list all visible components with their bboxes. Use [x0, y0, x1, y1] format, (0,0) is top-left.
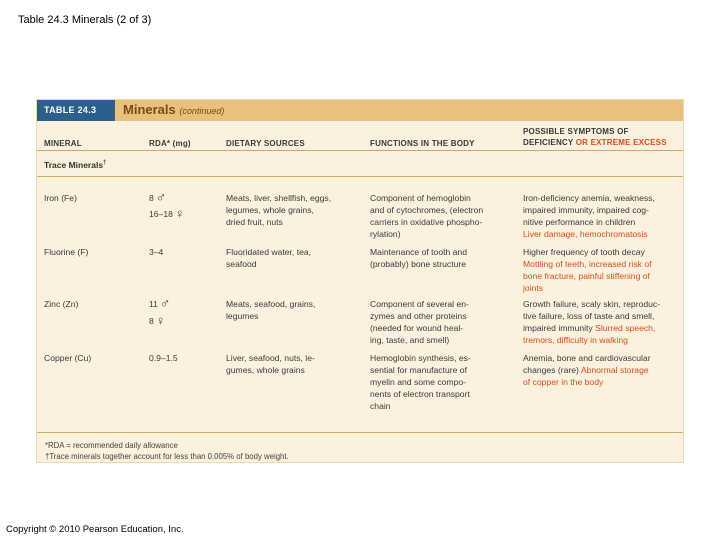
row-iron-mineral: Iron (Fe): [44, 193, 77, 203]
table-tag: TABLE 24.3: [37, 100, 115, 121]
row-zinc-excess-inline: Slurred speech,: [595, 323, 656, 333]
col-head-symptoms: [523, 126, 667, 148]
table-name: [123, 102, 224, 117]
row-copper-sources-line: Liver, seafood, nuts, le-: [226, 353, 315, 363]
row-zinc-functions-line: Component of several en-: [370, 299, 469, 309]
row-iron-functions-line: carriers in oxidative phospho-: [370, 217, 483, 227]
row-fluorine-functions-line: (probably) bone structure: [370, 259, 467, 269]
col-head-symptoms-line2: [523, 137, 667, 148]
row-iron-deficiency-line: Iron-deficiency anemia, weakness,: [523, 193, 655, 203]
row-zinc-sources-line: Meats, seafood, grains,: [226, 299, 316, 309]
row-copper-sources: [226, 352, 315, 376]
row-zinc-rda-female-value: 8: [149, 316, 154, 326]
table-name-text: Minerals: [123, 102, 176, 117]
row-fluorine-deficiency-line: Higher frequency of tooth decay: [523, 247, 645, 257]
row-fluorine-rda: 3–4: [149, 247, 164, 257]
row-zinc-deficiency-line: tive failure, loss of taste and smell,: [523, 311, 655, 321]
row-iron-functions-line: Component of hemoglobin: [370, 193, 471, 203]
row-copper-mineral: Copper (Cu): [44, 353, 92, 363]
row-zinc-deficiency-line: [523, 322, 660, 334]
row-copper-functions-line: myelin and some compo-: [370, 377, 467, 387]
table-bottom-rule: [37, 432, 683, 433]
row-fluorine-sources-line: Fluoridated water, tea,: [226, 247, 312, 257]
row-zinc-rda-female: [149, 313, 166, 328]
section-label-text: Trace Minerals: [44, 160, 104, 170]
row-zinc-sources-line: legumes: [226, 311, 259, 321]
row-fluorine-excess-line: joints: [523, 283, 544, 293]
row-iron-rda-female: [149, 206, 185, 221]
row-copper-deficiency-text: changes (rare): [523, 365, 579, 375]
row-copper-functions: [370, 352, 471, 412]
footnote-trace: †Trace minerals together account for less than 0.005% of body weight.: [45, 452, 289, 461]
row-zinc-excess-line: tremors, difficulty in walking: [523, 335, 628, 345]
female-symbol-icon: ♀: [155, 313, 166, 328]
row-copper-excess-inline: Abnormal storage: [580, 365, 649, 375]
row-copper-functions-line: sential for manufacture of: [370, 365, 467, 375]
header-rule: [37, 150, 683, 151]
row-copper-excess-line: of copper in the body: [523, 377, 604, 387]
row-iron-sources-line: dried fruit, nuts: [226, 217, 283, 227]
row-zinc-rda-male: [149, 295, 171, 311]
row-copper-symptoms: [523, 352, 651, 388]
col-head-sources: DIETARY SOURCES: [226, 139, 305, 148]
row-copper-rda: 0.9–1.5: [149, 353, 178, 363]
female-symbol-icon: ♀: [174, 206, 185, 221]
row-copper-functions-line: chain: [370, 401, 391, 411]
row-iron-rda-female-value: 16–18: [149, 209, 173, 219]
col-head-mineral: MINERAL: [44, 139, 82, 148]
row-zinc-rda-male-value: 11: [149, 299, 158, 309]
row-iron-rda-male: [149, 189, 167, 205]
row-fluorine-sources-line: seafood: [226, 259, 257, 269]
male-symbol-icon: ♂: [155, 189, 167, 205]
row-copper-functions-line: Hemoglobin synthesis, es-: [370, 353, 471, 363]
row-copper-sources-line: gumes, whole grains: [226, 365, 305, 375]
row-zinc-mineral: Zinc (Zn): [44, 299, 79, 309]
row-iron-functions: [370, 192, 483, 240]
row-fluorine-functions: [370, 246, 467, 270]
row-copper-deficiency-line: [523, 364, 651, 376]
row-iron-functions-line: and of cytochromes, (electron: [370, 205, 484, 215]
row-iron-sources: [226, 192, 331, 228]
row-zinc-functions-line: ing, taste, and smell): [370, 335, 450, 345]
row-fluorine-functions-line: Maintenance of tooth and: [370, 247, 467, 257]
copyright: Copyright © 2010 Pearson Education, Inc.: [6, 524, 184, 535]
row-zinc-functions-line: zymes and other proteins: [370, 311, 467, 321]
row-copper-functions-line: nents of electron transport: [370, 389, 470, 399]
row-iron-deficiency-line: nitive performance in children: [523, 217, 636, 227]
col-head-excess: OR EXTREME EXCESS: [575, 138, 667, 147]
male-symbol-icon: ♂: [159, 295, 171, 311]
footnote-rda: *RDA = recommended daily allowance: [45, 441, 178, 450]
row-iron-deficiency-line: impaired immunity, impaired cog-: [523, 205, 649, 215]
row-fluorine-mineral: Fluorine (F): [44, 247, 89, 257]
row-iron-sources-line: Meats, liver, shellfish, eggs,: [226, 193, 332, 203]
row-zinc-deficiency-line: Growth failure, scaly skin, reproduc-: [523, 299, 661, 309]
row-zinc-symptoms: [523, 298, 660, 346]
table-continued: (continued): [179, 106, 225, 116]
row-iron-sources-line: legumes, whole grains,: [226, 205, 314, 215]
row-fluorine-symptoms: [523, 246, 652, 294]
row-zinc-functions-line: (needed for wound heal-: [370, 323, 464, 333]
row-copper-deficiency-line: Anemia, bone and cardiovascular: [523, 353, 651, 363]
row-fluorine-excess-line: bone fracture, painful stiffening of: [523, 271, 650, 281]
row-fluorine-excess-line: Mottling of teeth, increased risk of: [523, 259, 652, 269]
row-zinc-sources: [226, 298, 315, 322]
col-head-functions: FUNCTIONS IN THE BODY: [370, 139, 475, 148]
row-iron-rda-male-value: 8: [149, 193, 154, 203]
row-zinc-functions: [370, 298, 469, 346]
row-zinc-deficiency-text: impaired immunity: [523, 323, 593, 333]
row-fluorine-sources: [226, 246, 311, 270]
col-head-symptoms-line1: POSSIBLE SYMPTOMS OF: [523, 127, 629, 136]
col-head-deficiency: DEFICIENCY: [523, 138, 574, 147]
row-iron-symptoms: [523, 192, 655, 240]
col-head-rda: RDA* (mg): [149, 139, 191, 148]
row-iron-excess-line: Liver damage, hemochromatosis: [523, 229, 648, 239]
slide-title: Table 24.3 Minerals (2 of 3): [18, 14, 152, 26]
row-iron-functions-line: rylation): [370, 229, 401, 239]
section-label-trace-minerals: [44, 160, 106, 170]
section-rule: [37, 176, 683, 177]
minerals-table: [36, 99, 684, 463]
section-label-mark: †: [103, 160, 107, 167]
